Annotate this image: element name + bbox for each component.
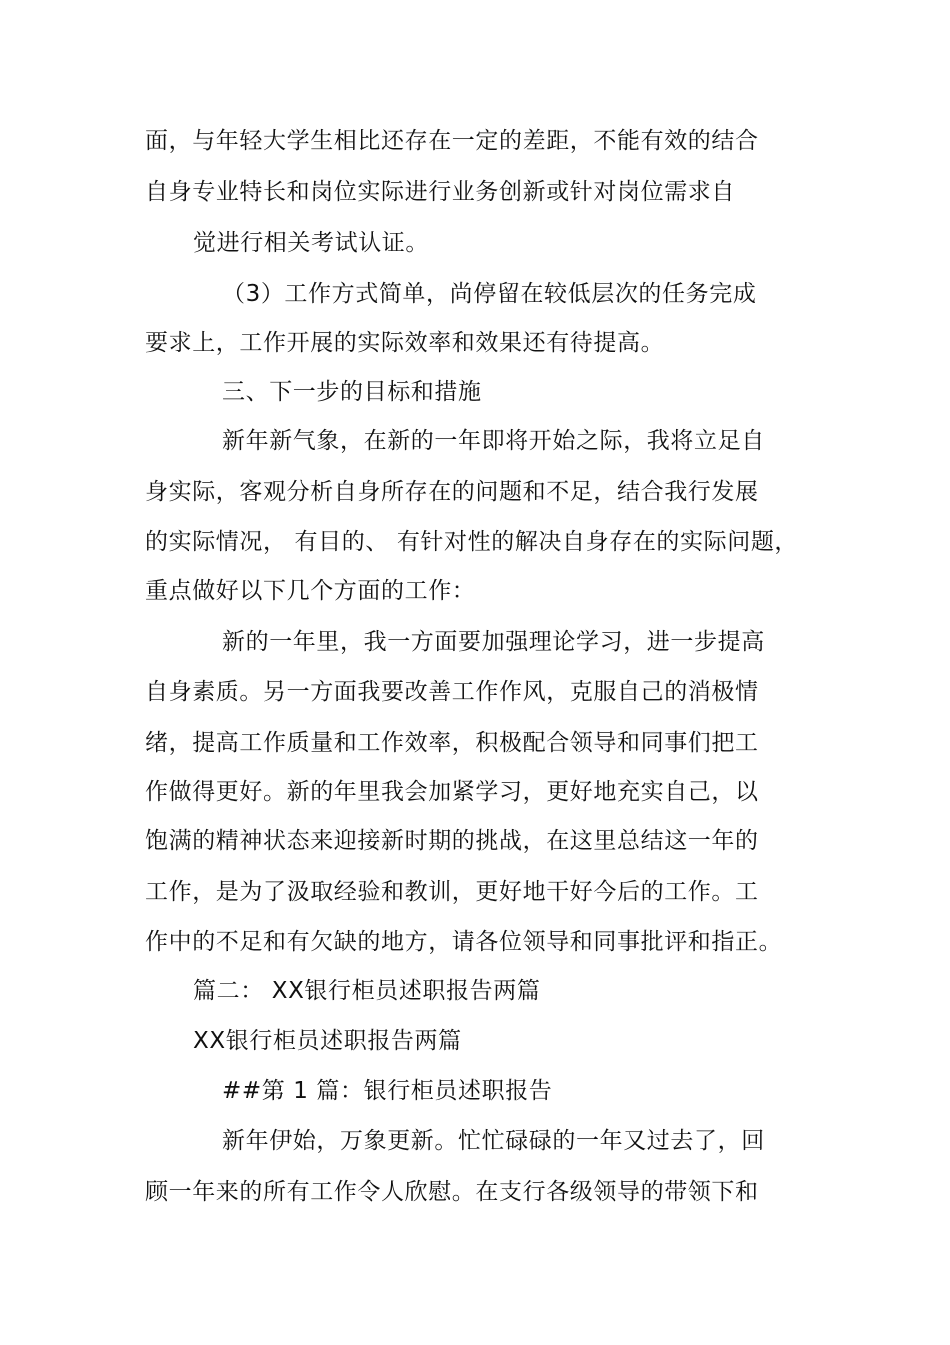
text-line: 新年新气象，在新的一年即将开始之际，我将立足自 — [222, 428, 765, 454]
text-line: 新的一年里，我一方面要加强理论学习，进一步提高 — [222, 629, 765, 655]
text-line: 工作，是为了汲取经验和教训，更好地干好今后的工作。工 — [145, 879, 759, 905]
text-line: 自身专业特长和岗位实际进行业务创新或针对岗位需求自 — [145, 179, 735, 205]
text-line: 要求上，工作开展的实际效率和效果还有待提高。 — [145, 330, 665, 356]
subsection-heading: ##第 1 篇：银行柜员述职报告 — [222, 1078, 553, 1104]
document-title: XX银行柜员述职报告两篇 — [193, 1028, 462, 1054]
text-line: 饱满的精神状态来迎接新时期的挑战，在这里总结这一年的 — [145, 828, 759, 854]
text-line: 重点做好以下几个方面的工作： — [145, 578, 476, 604]
text-line: （3）工作方式简单，尚停留在较低层次的任务完成 — [222, 281, 757, 307]
text-line: 自身素质。另一方面我要改善工作作风，克服自己的消极情 — [145, 679, 759, 705]
section-heading: 三、下一步的目标和措施 — [222, 379, 482, 405]
text-line: 身实际，客观分析自身所存在的问题和不足，结合我行发展 — [145, 479, 759, 505]
text-line: 面，与年轻大学生相比还存在一定的差距，不能有效的结合 — [145, 128, 759, 154]
text-line: 的实际情况， 有目的、 有针对性的解决自身存在的实际问题， — [145, 529, 799, 555]
text-line: 顾一年来的所有工作令人欣慰。在支行各级领导的带领下和 — [145, 1179, 759, 1205]
text-line: 作中的不足和有欠缺的地方，请各位领导和同事批评和指正。 — [145, 929, 783, 955]
text-line: 作做得更好。新的年里我会加紧学习，更好地充实自己，以 — [145, 779, 759, 805]
section-heading: 篇二： XX银行柜员述职报告两篇 — [193, 978, 541, 1004]
text-line: 觉进行相关考试认证。 — [193, 230, 429, 256]
text-line: 绪，提高工作质量和工作效率，积极配合领导和同事们把工 — [145, 730, 759, 756]
text-line: 新年伊始，万象更新。忙忙碌碌的一年又过去了，回 — [222, 1128, 765, 1154]
